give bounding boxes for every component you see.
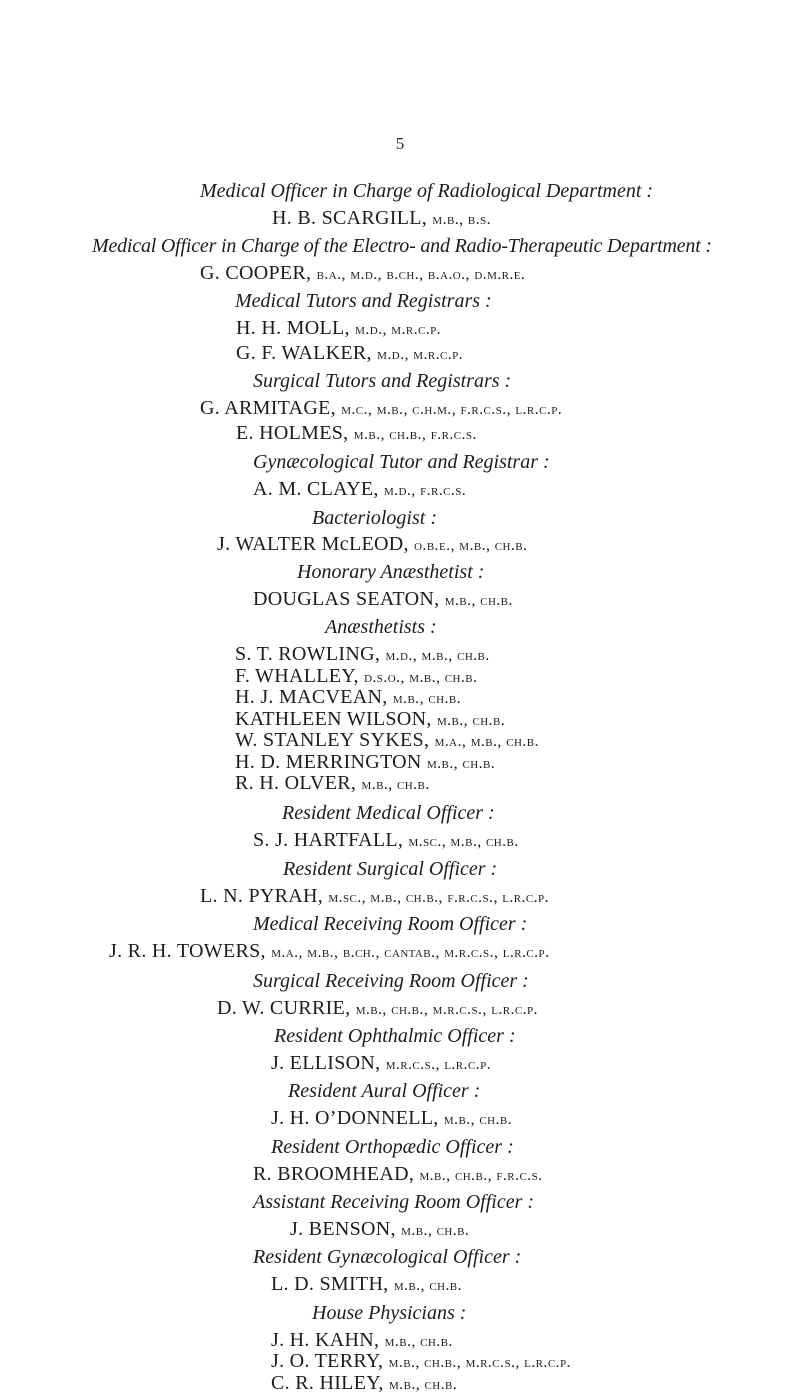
section-title: Resident Orthopædic Officer : bbox=[271, 1135, 514, 1158]
staff-entry bbox=[253, 588, 513, 611]
staff-entry bbox=[235, 772, 430, 795]
staff-name: J. ELLISON, bbox=[271, 1051, 381, 1074]
staff-entry bbox=[290, 1218, 469, 1241]
staff-name: S. T. ROWLING, bbox=[235, 643, 381, 666]
staff-qualifications: m.b., b.s. bbox=[432, 210, 491, 228]
staff-entry bbox=[235, 643, 490, 666]
staff-name: H. B. SCARGILL, bbox=[272, 206, 428, 229]
staff-name: J. BENSON, bbox=[290, 1217, 396, 1240]
staff-entry bbox=[271, 1372, 457, 1395]
staff-name: L. N. PYRAH, bbox=[200, 884, 324, 907]
staff-name: G. COOPER, bbox=[200, 261, 312, 284]
staff-name: S. J. HARTFALL, bbox=[253, 828, 404, 851]
staff-entry bbox=[236, 317, 441, 340]
staff-qualifications: m.d., m.r.c.p. bbox=[377, 346, 464, 364]
section-title: Resident Aural Officer : bbox=[288, 1080, 481, 1103]
staff-name: J. R. H. TOWERS, bbox=[109, 940, 266, 963]
staff-entry bbox=[271, 1273, 462, 1296]
staff-qualifications: m.d., m.r.c.p. bbox=[355, 321, 442, 339]
staff-qualifications: m.b., ch.b. bbox=[436, 711, 506, 729]
section-title: Anæsthetists : bbox=[325, 616, 437, 639]
staff-entry bbox=[253, 1163, 543, 1186]
staff-entry bbox=[235, 751, 495, 774]
staff-entry bbox=[271, 1350, 571, 1373]
staff-entry bbox=[200, 885, 549, 908]
staff-qualifications: m.b., ch.b., f.r.c.s. bbox=[353, 426, 477, 444]
staff-qualifications: m.b., ch.b., m.r.c.s., l.r.c.p. bbox=[388, 1354, 571, 1372]
staff-qualifications: m.b., ch.b. bbox=[384, 1332, 453, 1350]
staff-entry bbox=[217, 533, 527, 556]
staff-name: J. H. O’DONNELL, bbox=[271, 1107, 439, 1130]
staff-entry bbox=[236, 342, 463, 365]
staff-name: E. HOLMES, bbox=[236, 422, 349, 445]
staff-name: J. H. KAHN, bbox=[271, 1328, 380, 1351]
staff-name: KATHLEEN WILSON, bbox=[235, 707, 432, 730]
section-title: Medical Officer in Charge of Radiological Department : bbox=[200, 180, 654, 202]
staff-entry bbox=[272, 207, 491, 230]
page-number: 5 bbox=[395, 134, 405, 153]
section-title: Medical Officer in Charge of the Electro- and Radio-Therapeutic Department : bbox=[92, 234, 712, 257]
staff-entry bbox=[271, 1052, 491, 1075]
staff-name: A. M. CLAYE, bbox=[253, 478, 379, 500]
staff-qualifications: m.b., ch.b. bbox=[393, 1277, 462, 1295]
staff-name: R. H. OLVER, bbox=[235, 772, 357, 795]
staff-name: R. BROOMHEAD, bbox=[253, 1162, 415, 1185]
staff-qualifications: m.b., ch.b. bbox=[444, 591, 513, 609]
staff-entry bbox=[200, 262, 525, 285]
section-title: Resident Gynæcological Officer : bbox=[253, 1246, 522, 1269]
staff-qualifications: o.b.e., m.b., ch.b. bbox=[414, 536, 528, 554]
staff-name: L. D. SMITH, bbox=[271, 1273, 389, 1296]
staff-qualifications: m.a., m.b., b.ch., cantab., m.r.c.s., l.r.c.p. bbox=[271, 944, 550, 962]
staff-qualifications: m.sc., m.b., ch.b. bbox=[408, 832, 519, 850]
staff-qualifications: m.b., ch.b. bbox=[443, 1111, 513, 1129]
staff-qualifications: m.sc., m.b., ch.b., f.r.c.s., l.r.c.p. bbox=[328, 888, 549, 906]
staff-name: C. R. HILEY, bbox=[271, 1372, 384, 1394]
staff-name: D. W. CURRIE, bbox=[217, 996, 351, 1019]
section-title: Gynæcological Tutor and Registrar : bbox=[253, 451, 550, 474]
staff-name: F. WHALLEY, bbox=[235, 664, 359, 687]
staff-qualifications: m.b., ch.b. bbox=[389, 1376, 458, 1393]
staff-entry bbox=[217, 997, 538, 1020]
staff-entry bbox=[253, 829, 519, 852]
section-title: Resident Ophthalmic Officer : bbox=[274, 1024, 516, 1047]
staff-qualifications: m.d., f.r.c.s. bbox=[383, 482, 467, 499]
staff-name: W. STANLEY SYKES, bbox=[235, 729, 430, 752]
staff-entry bbox=[109, 940, 549, 963]
section-title: Surgical Receiving Room Officer : bbox=[253, 969, 529, 992]
section-title: Assistant Receiving Room Officer : bbox=[253, 1190, 535, 1213]
staff-qualifications: m.b., ch.b., f.r.c.s. bbox=[419, 1166, 543, 1184]
staff-qualifications: m.a., m.b., ch.b. bbox=[434, 733, 539, 751]
section-title: Medical Receiving Room Officer : bbox=[253, 913, 528, 936]
staff-qualifications: m.b., ch.b. bbox=[401, 1221, 470, 1239]
staff-entry bbox=[271, 1329, 453, 1352]
section-title: Honorary Anæsthetist : bbox=[297, 561, 485, 584]
staff-entry bbox=[235, 708, 505, 731]
staff-name: G. F. WALKER, bbox=[236, 342, 372, 365]
section-title: Resident Medical Officer : bbox=[282, 802, 495, 825]
staff-name: H. J. MACVEAN, bbox=[235, 686, 388, 709]
staff-name: H. H. MOLL, bbox=[236, 317, 350, 340]
staff-qualifications: m.d., m.b., ch.b. bbox=[385, 647, 490, 665]
staff-qualifications: m.r.c.s., l.r.c.p. bbox=[385, 1055, 492, 1073]
staff-entry bbox=[200, 397, 562, 420]
staff-entry bbox=[235, 729, 539, 752]
section-title: Resident Surgical Officer : bbox=[283, 857, 498, 880]
staff-name: H. D. MERRINGTON bbox=[235, 750, 422, 773]
staff-qualifications: b.a., m.d., b.ch., b.a.o., d.m.r.e. bbox=[316, 265, 526, 283]
staff-entry bbox=[253, 478, 466, 501]
section-title: House Physicians : bbox=[312, 1301, 467, 1324]
section-title: Medical Tutors and Registrars : bbox=[235, 290, 492, 313]
staff-entry bbox=[236, 422, 477, 445]
staff-entry bbox=[271, 1107, 512, 1130]
staff-entry bbox=[235, 665, 477, 688]
staff-qualifications: m.c., m.b., c.h.m., f.r.c.s., l.r.c.p. bbox=[341, 401, 563, 419]
staff-name: DOUGLAS SEATON, bbox=[253, 587, 440, 610]
staff-name: J. O. TERRY, bbox=[271, 1350, 384, 1373]
staff-name: J. WALTER McLEOD, bbox=[217, 532, 409, 555]
staff-entry bbox=[235, 686, 461, 709]
staff-qualifications: m.b., ch.b. bbox=[361, 776, 430, 794]
section-title: Bacteriologist : bbox=[312, 506, 437, 529]
staff-qualifications: m.b., ch.b. bbox=[426, 754, 496, 772]
staff-qualifications: m.b., ch.b. bbox=[392, 690, 461, 708]
staff-qualifications: d.s.o., m.b., ch.b. bbox=[364, 668, 478, 686]
staff-name: G. ARMITAGE, bbox=[200, 397, 336, 420]
staff-qualifications: m.b., ch.b., m.r.c.s., l.r.c.p. bbox=[355, 1000, 538, 1018]
section-title: Surgical Tutors and Registrars : bbox=[253, 370, 512, 393]
